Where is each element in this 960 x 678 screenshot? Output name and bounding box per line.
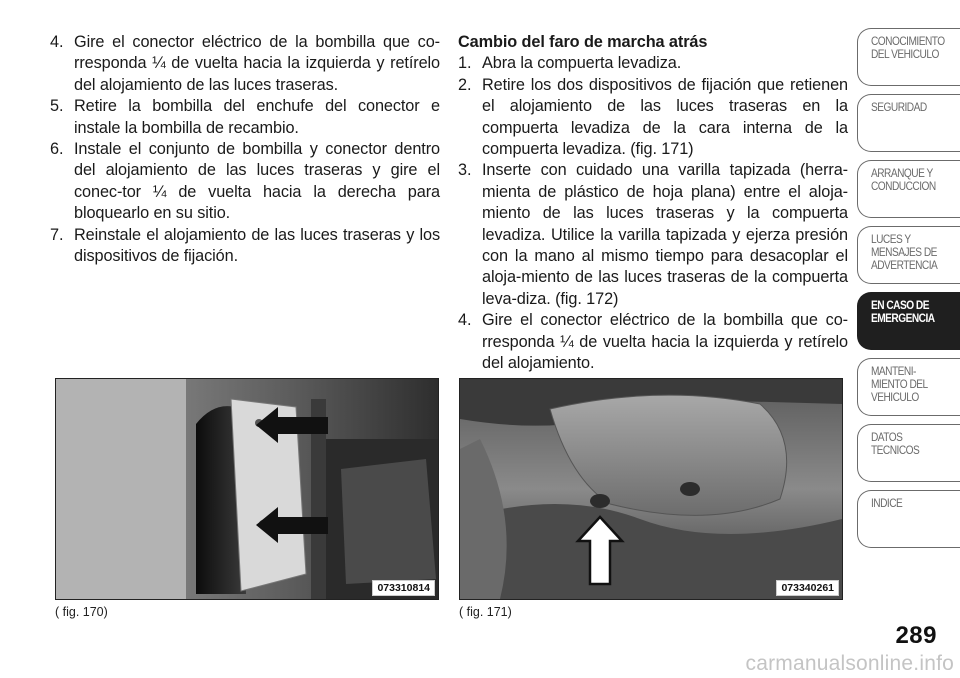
page-number: 289 xyxy=(895,622,937,649)
tail-light-housing-illustration xyxy=(56,379,438,599)
list-item: 1. Abra la compuerta levadiza. xyxy=(458,54,682,73)
right-steps-list xyxy=(458,53,848,374)
list-item: 4. Gire el conector eléctrico de la bombilla que co-rresponda ¼ de vuelta hacia la izquierda y retírelo del alojamiento. xyxy=(458,311,848,373)
left-column xyxy=(50,32,440,267)
tab-arranque-y-conduccion[interactable]: ARRANQUE Y CONDUCCION xyxy=(857,160,960,218)
figure-code: 073340261 xyxy=(776,580,839,596)
list-item: 2. Retire los dos dispositivos de fijación que retienen el alojamiento de las luces traseras en la compuerta levadiza de la cara interna de la compuerta levadiza. (fig. 171) xyxy=(458,75,848,159)
figure-code: 073310814 xyxy=(372,580,435,596)
watermark: carmanualsonline.info xyxy=(745,652,954,675)
tab-indice[interactable]: INDICE xyxy=(857,490,960,548)
list-item: 6. Instale el conjunto de bombilla y conector dentro del alojamiento de las luces traseras y gire el conec-tor ¼ de vuelta hacia la derecha para bloquearlo en su sitio. xyxy=(50,140,440,223)
figure-caption: ( fig. 171) xyxy=(459,605,512,619)
section-tabs xyxy=(857,28,960,556)
list-item: 7. Reinstale el alojamiento de las luces traseras y los dispositivos de fijación. xyxy=(50,225,440,266)
figure-171-photo xyxy=(459,378,843,600)
list-item: 5. Retire la bombilla del enchufe del conector e instale la bombilla de recambio. xyxy=(50,97,440,137)
list-item: 3. Inserte con cuidado una varilla tapizada (herra-mienta de plástico de hoja plana) entre el aloja-miento de las luces traseras y la compuerta levadiza. Utilice la varilla tapizada y ejerza presión con la mano al mismo tiempo para desacoplar el aloja-miento de las luces traseras de la compuerta leva-diza. (fig. 172) xyxy=(458,161,848,308)
list-item: 4. Gire el conector eléctrico de la bombilla que co-rresponda ¼ de vuelta hacia la izquierda y retírelo del alojamiento de las luces traseras. xyxy=(50,33,440,94)
right-column xyxy=(458,32,848,375)
tab-luces-y-mensajes[interactable]: LUCES Y MENSAJES DE ADVERTENCIA xyxy=(857,226,960,284)
left-steps-list xyxy=(50,32,440,267)
figure-170-photo xyxy=(55,378,439,600)
section-title: Cambio del faro de marcha atrás xyxy=(458,33,708,51)
tab-mantenimiento[interactable]: MANTENI- MIENTO DEL VEHICULO xyxy=(857,358,960,416)
tab-seguridad[interactable]: SEGURIDAD xyxy=(857,94,960,152)
tab-conocimiento-del-vehiculo[interactable]: CONOCIMIENTO DEL VEHICULO xyxy=(857,28,960,86)
figure-caption: ( fig. 170) xyxy=(55,605,108,619)
tab-en-caso-de-emergencia[interactable]: EN CASO DE EMERGENCIA xyxy=(857,292,960,350)
liftgate-interior-illustration xyxy=(460,379,842,599)
tab-datos-tecnicos[interactable]: DATOS TECNICOS xyxy=(857,424,960,482)
